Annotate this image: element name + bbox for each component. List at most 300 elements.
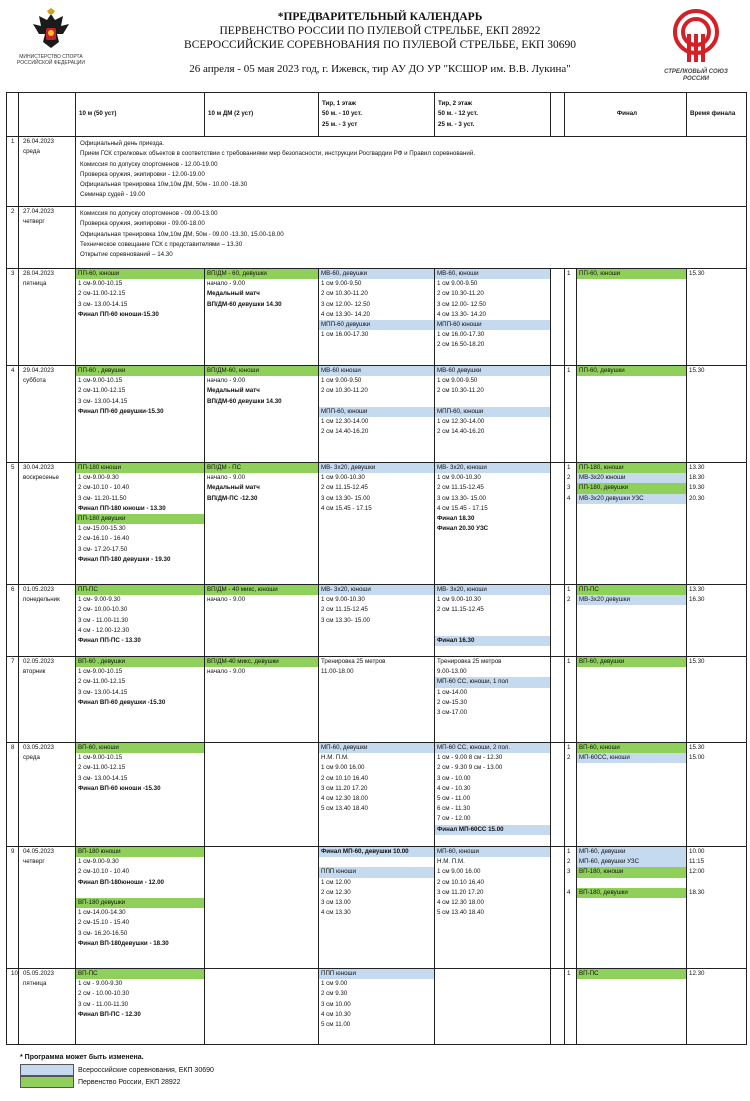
final-number-cell (565, 366, 577, 463)
info-line: Прием ГСК стрелковых объектов в соответствии с требованиями мер безопасности, инструкции Росгвардии РФ и Правил соревнований. (80, 150, 476, 158)
row-number: 5 (11, 464, 15, 471)
cell-floor2-line: 1 см - 9.00 8 см - 12.30 (437, 754, 503, 762)
cell-floor1-line: 4 см 13.30- 14.20 (321, 310, 370, 318)
cell-10m-dm-line: Медальный матч (207, 290, 260, 298)
cell-floor1-line: 1 см 12.00 (321, 878, 351, 886)
cell-10m-dm-line: ВП/ДМ - 60, девушки (205, 269, 318, 279)
cell-floor2-line: МВ- 3х20, юноши (435, 463, 550, 473)
final-event: МП-60, девушки УЗС (577, 857, 686, 867)
cell-floor2-line: 1 см 16.00-17.30 (437, 331, 485, 339)
info-cell (76, 207, 747, 269)
cell-10m-dm (205, 847, 319, 969)
cell-floor1 (319, 743, 435, 847)
cell-10m-line: Финал ПП-ПС - 13.30 (78, 636, 141, 644)
competition-title: ВСЕРОССИЙСКИЕ СОРЕВНОВАНИЯ ПО ПУЛЕВОЙ СТРЕЛЬБЕ, ЕКП 30690 (184, 39, 576, 51)
row-date-cell (19, 847, 76, 969)
cell-floor2-line: МПП-60 юноши (435, 320, 550, 330)
header-spacer (551, 93, 565, 137)
cell-floor1-line: 2 см 12.30 (321, 888, 351, 896)
final-time-cell (687, 743, 747, 847)
cell-10m-line: 1 см-9.00-10.15 (78, 280, 123, 288)
cell-floor1-line: 5 см 13.40 18.40 (321, 805, 368, 813)
cell-floor1-line: 4 см 15.45 - 17.15 (321, 504, 372, 512)
row-weekday: вторник (23, 668, 46, 676)
row-weekday: пятница (23, 280, 47, 288)
spacer-cell (551, 269, 565, 366)
cell-floor2-line: 2 см 14.40-16.20 (437, 428, 485, 436)
final-time-cell (687, 585, 747, 657)
cell-floor1-line: 3 см 13.00 (321, 898, 351, 906)
final-number: 2 (567, 858, 571, 866)
cell-10m-line: ВП-ПС (76, 969, 204, 979)
row-weekday: пятница (23, 980, 47, 988)
row-number: 2 (11, 208, 15, 215)
cell-10m-dm-line: ВП/ДМ-ПС -12.30 (207, 494, 258, 502)
final-time-cell (687, 657, 747, 743)
cell-10m-line: ВП-60 , девушки (76, 657, 204, 667)
row-index (7, 137, 19, 207)
cell-10m-line: ПП-60 , девушки (76, 366, 204, 376)
cell-10m-line: Финал ВП-ПС - 12.30 (78, 1010, 141, 1018)
cell-10m-line: 2 см- 10.00-10.30 (78, 606, 128, 614)
cell-10m-line: 1 см-15.00-15.30 (78, 525, 126, 533)
row-index (7, 847, 19, 969)
header-10m: 10 м (50 уст) (76, 93, 205, 137)
cell-floor2-line: Финал 16.30 (435, 636, 550, 646)
legend-row-green (20, 1076, 214, 1088)
final-number: 3 (567, 868, 571, 876)
eagle-emblem-icon (29, 8, 73, 54)
target-logo-icon (671, 8, 721, 64)
final-time: 19.30 (689, 484, 705, 492)
cell-10m-dm-line: ВП/ДМ - 40 микс, юноши (205, 585, 318, 595)
cell-floor1-line: 1 см 9.00-10.30 (321, 474, 365, 482)
cell-10m-line: ПП-ПС (76, 585, 204, 595)
header-range-floor1 (319, 93, 435, 137)
date-location: 26 апреля - 05 мая 2023 год, г. Ижевск, тир АУ ДО УР "КСШОР им. В.В. Лукина" (189, 63, 571, 75)
cell-10m-line: ВП-180 девушки (76, 898, 204, 908)
row-date-cell (19, 657, 76, 743)
final-number: 1 (567, 744, 571, 751)
final-event: ПП-180, юноши (577, 463, 686, 473)
row-number: 1 (11, 138, 15, 145)
cell-floor2 (435, 847, 551, 969)
cell-10m (76, 847, 205, 969)
cell-10m-line: Финал ПП-180 юноши - 13.30 (78, 504, 166, 512)
cell-10m-dm (205, 366, 319, 463)
cell-floor2-line: Н.М. П.М. (437, 858, 465, 866)
final-event: МВ-3х20 девушки УЗС (577, 494, 686, 504)
table-row (7, 269, 747, 366)
row-index (7, 743, 19, 847)
cell-10m-line: Финал ПП-180 девушки - 19.30 (78, 555, 171, 563)
cell-floor1-line: 3 см 10.00 (321, 1000, 351, 1008)
table-row (7, 657, 747, 743)
info-line: Официальная тренировка 10м,10м ДМ, 50м - 09.00 -13.30, 15.00-18.00 (80, 230, 284, 238)
row-date-cell (19, 137, 76, 207)
cell-floor2-line: 4 см - 10.30 (437, 784, 471, 792)
cell-10m-dm-line: ВП/ДМ-60 девушки 14.30 (207, 397, 282, 405)
final-number-cell (565, 585, 577, 657)
cell-10m-line: ПП-180 девушки (76, 514, 204, 524)
cell-10m-dm-line: Медальный матч (207, 484, 260, 492)
row-date: 05.05.2023 (23, 970, 54, 977)
cell-10m-line: ПП-180 юноши (76, 463, 204, 473)
row-index (7, 366, 19, 463)
cell-10m-line: Финал ВП-180девушки - 18.30 (78, 939, 169, 947)
final-time-cell (687, 366, 747, 463)
cell-10m-line: 2 см-16.10 - 16.40 (78, 535, 130, 543)
cell-10m-line (76, 888, 204, 898)
final-event: ПП-ПС (577, 585, 686, 595)
cell-floor2-line: 2 см-15.30 (437, 698, 468, 706)
cell-10m-line: 2 см-11.00-12.15 (78, 387, 126, 395)
cell-floor2-line: 1 см 9.00-10.30 (437, 596, 481, 604)
cell-10m-dm-line: ВП/ДМ-40 микс, девушки (205, 657, 318, 667)
header-final: Финал (565, 93, 687, 137)
cell-floor2-line: 6 см - 11.30 (437, 805, 471, 813)
final-number: 1 (567, 464, 571, 471)
cell-10m-line: 3 см- 17.20-17.50 (78, 545, 128, 553)
spacer-cell (551, 743, 565, 847)
cell-10m-line: 3 см- 13.00-14.15 (78, 300, 128, 308)
final-event-cell (577, 969, 687, 1045)
spacer-cell (551, 366, 565, 463)
final-number: 3 (567, 484, 571, 492)
header-floor2-line1: Тир, 2 этаж (438, 100, 472, 108)
cell-floor2-line (435, 626, 550, 636)
row-date: 30.04.2023 (23, 464, 54, 471)
cell-10m (76, 269, 205, 366)
legend-swatch-green (20, 1076, 74, 1088)
cell-10m (76, 743, 205, 847)
cell-10m-line: 3 см- 13.00-14.15 (78, 688, 128, 696)
final-number: 1 (567, 586, 571, 593)
cell-floor2-line: 4 см 15.45 - 17.15 (437, 504, 488, 512)
final-time: 15.30 (689, 367, 705, 374)
final-number: 2 (567, 754, 571, 762)
final-time-cell (687, 269, 747, 366)
final-time (687, 878, 746, 888)
final-number: 2 (567, 474, 571, 482)
cell-floor1-line (319, 397, 434, 407)
cell-floor2-line: 1 см 9.00-9.50 (437, 280, 478, 288)
final-time: 15.30 (689, 744, 705, 751)
cell-floor2-line: 2 см 10.10 16.40 (437, 878, 484, 886)
shooting-union-logo (648, 8, 744, 88)
cell-floor1-line: МВ-60 юноши (319, 366, 434, 376)
row-date-cell (19, 585, 76, 657)
table-row (7, 137, 747, 207)
row-index (7, 463, 19, 585)
final-number: 2 (567, 596, 571, 604)
cell-10m-line: Финал ВП-60 девушки -15.30 (78, 698, 166, 706)
legend-label-green: Первенство России, ЕКП 28922 (78, 1078, 181, 1086)
cell-floor2-line: 3 см 11.20 17.20 (437, 888, 484, 896)
row-index (7, 207, 19, 269)
cell-10m-line: 3 см - 11.00-11.30 (78, 1000, 129, 1008)
final-time: 11:15 (689, 858, 705, 866)
final-time: 16.30 (689, 596, 705, 604)
cell-floor1 (319, 657, 435, 743)
final-number-cell (565, 847, 577, 969)
cell-10m-dm (205, 463, 319, 585)
row-date: 01.05.2023 (23, 586, 54, 593)
cell-floor1-line: МВ- 3х20, юноши (319, 585, 434, 595)
row-number: 3 (11, 270, 15, 277)
cell-floor2-line: МПП-60, юноши (435, 407, 550, 417)
ministry-logo (6, 8, 96, 88)
document-header (0, 0, 750, 92)
cell-floor2-line: 7 см - 12.00 (437, 815, 471, 823)
cell-floor2-line: 1 см-14.00 (437, 688, 468, 696)
cell-10m-line: 2 см-11.00-12.15 (78, 290, 126, 298)
row-index (7, 585, 19, 657)
row-date: 04.05.2023 (23, 848, 54, 855)
cell-10m (76, 657, 205, 743)
cell-10m-line: 3 см- 11.20-11.50 (78, 494, 127, 502)
spacer-cell (551, 657, 565, 743)
cell-10m-line: 1 см- 9.00-9.30 (78, 596, 121, 604)
cell-floor2-line: МВ- 3х20, юноши (435, 585, 550, 595)
final-number-cell (565, 969, 577, 1045)
final-event-cell (577, 743, 687, 847)
info-line: Комиссия по допуску спортсменов - 09.00-13.00 (80, 210, 218, 217)
final-time-cell (687, 463, 747, 585)
final-event (577, 878, 686, 888)
row-index (7, 969, 19, 1045)
cell-floor1-line: 4 см 10.30 (321, 1010, 351, 1018)
cell-floor1-line: МВ-60, девушки (319, 269, 434, 279)
cell-10m-dm-line: ВП/ДМ - ПС (205, 463, 318, 473)
final-time: 18.30 (689, 888, 705, 896)
cell-floor2-line: 5 см 13.40 18.40 (437, 909, 484, 917)
cell-floor2-line: МП-60 СС, юноши, 1 пол (435, 677, 550, 687)
row-weekday: воскресенье (23, 474, 59, 482)
cell-10m-line: Финал ПП-60 девушки-15.30 (78, 407, 164, 415)
cell-10m-line: ВП-180 юноши (76, 847, 204, 857)
cell-10m-line: 4 см - 12.00-12.30 (78, 626, 130, 634)
cell-10m-line: ВП-60, юноши (76, 743, 204, 753)
spacer-cell (551, 463, 565, 585)
cell-floor2-line: МВ-60 девушки (435, 366, 550, 376)
cell-floor2-line: Финал МП-60СС 15.00 (435, 825, 550, 835)
row-date: 02.05.2023 (23, 658, 54, 665)
info-line: Официальный день приезда. (80, 140, 165, 147)
final-event: ПП-60, девушки (577, 366, 686, 376)
cell-floor2-line: Финал 18.30 (437, 514, 475, 522)
cell-floor1-line: Финал МП-60, девушки 10.00 (319, 847, 434, 857)
final-number: 1 (567, 658, 571, 665)
cell-floor1-line (319, 857, 434, 867)
cell-floor1 (319, 847, 435, 969)
final-number: 4 (567, 888, 571, 896)
row-number: 8 (11, 744, 15, 751)
final-number (565, 878, 576, 888)
final-event: ВП-60, юноши (577, 743, 686, 753)
cell-10m-line: 1 см-9.00-10.15 (78, 754, 123, 762)
row-number: 7 (11, 658, 15, 665)
cell-floor2-line (435, 397, 550, 407)
final-time: 10.00 (689, 848, 705, 855)
cell-10m-dm (205, 269, 319, 366)
cell-10m-line: 1 см-9.00-9.30 (78, 474, 119, 482)
cell-floor1-line: 2 см 10.30-11.20 (321, 387, 368, 395)
cell-floor2-line: 4 см 12.30 18.00 (437, 898, 484, 906)
cell-10m-line: 1 см-14.00-14.30 (78, 909, 126, 917)
cell-10m-line: 3 см- 13.00-14.15 (78, 774, 128, 782)
cell-floor2-line: 5 см - 11.00 (437, 794, 471, 802)
final-event: МВ-3х20 юноши (577, 473, 686, 483)
cell-floor1-line: 2 см 10.10 16.40 (321, 774, 368, 782)
cell-floor1 (319, 269, 435, 366)
cell-floor2-line: Финал 20.30 УЗС (437, 525, 489, 533)
page-title: *ПРЕДВАРИТЕЛЬНЫЙ КАЛЕНДАРЬ (277, 11, 483, 23)
cell-10m-line: 1 см-9.00-10.15 (78, 668, 123, 676)
header-floor1-line3: 25 м. - 3 уст (322, 120, 358, 128)
final-time: 15.30 (689, 270, 705, 277)
cell-floor1-line: 2 см 11.15-12.45 (321, 606, 368, 614)
cell-floor1-line: 2 см 14.40-16.20 (321, 428, 369, 436)
row-weekday: четверг (23, 218, 45, 226)
cell-floor2 (435, 269, 551, 366)
cell-floor1-line: 3 см 11.20 17.20 (321, 784, 368, 792)
cell-floor1-line: МП-60, девушки (319, 743, 434, 753)
cell-10m-line: 1 см-9.00-9.30 (78, 858, 119, 866)
cell-10m-dm (205, 585, 319, 657)
final-number: 1 (567, 367, 571, 374)
cell-floor2-line (435, 616, 550, 626)
final-event-cell (577, 463, 687, 585)
row-date-cell (19, 207, 76, 269)
cell-10m-line: Финал ВП-180юноши - 12.00 (78, 878, 164, 886)
cell-floor1-line: 1 см 16.00-17.30 (321, 331, 369, 339)
cell-10m-dm (205, 743, 319, 847)
cell-10m-dm-line: Медальный матч (207, 387, 260, 395)
info-line: Проверка оружия, экипировки - 09.00-18.00 (80, 220, 205, 228)
cell-floor2-line: 2 см - 9.30 9 см - 13.00 (437, 764, 503, 772)
info-line: Открытие соревнований – 14.30 (80, 251, 173, 259)
cell-10m-line: Финал ВП-60 юноши -15.30 (78, 784, 161, 792)
legend-label-blue: Всероссийские соревнования, ЕКП 30690 (78, 1066, 214, 1074)
cell-floor1-line: 4 см 12.30 18.00 (321, 794, 368, 802)
union-caption-2: РОССИИ (683, 76, 709, 82)
cell-floor1-line: ППП юноши (319, 969, 434, 979)
cell-floor1 (319, 463, 435, 585)
cell-10m-line: 2 см-10.10 - 10.40 (78, 484, 130, 492)
cell-floor1-line: 1 см 9.00-9.50 (321, 377, 362, 385)
cell-floor1-line: 1 см 9.00-10.30 (321, 596, 365, 604)
cell-10m-line: 2 см-11.00-12.15 (78, 764, 126, 772)
final-number: 1 (567, 270, 571, 277)
table-row (7, 366, 747, 463)
header-date (19, 93, 76, 137)
row-date: 29.04.2023 (23, 367, 54, 374)
row-number: 10 (11, 970, 18, 977)
final-event-cell (577, 366, 687, 463)
cell-floor2-line: МП-60, юноши (435, 847, 550, 857)
cell-10m-dm-line: ВП/ДМ-60 девушки 14.30 (207, 300, 282, 308)
spacer-cell (551, 847, 565, 969)
row-number: 4 (11, 367, 15, 374)
header-10m-dm: 10 м ДМ (2 уст) (205, 93, 319, 137)
cell-10m-line: 2 см-11.00-12.15 (78, 678, 126, 686)
final-time: 13.30 (689, 464, 705, 471)
cell-floor2 (435, 366, 551, 463)
row-date: 03.05.2023 (23, 744, 54, 751)
final-number: 1 (567, 848, 571, 855)
cell-10m-dm-line: ВП/ДМ-60, юноши (205, 366, 318, 376)
table-row (7, 585, 747, 657)
cell-floor2-line: 1 см 12.30-14.00 (437, 417, 485, 425)
title-block (120, 10, 640, 76)
cell-floor2 (435, 585, 551, 657)
cell-floor1 (319, 585, 435, 657)
union-caption-1: СТРЕЛКОВЫЙ СОЮЗ (664, 69, 728, 75)
cell-10m-dm (205, 657, 319, 743)
final-time-cell (687, 969, 747, 1045)
info-cell (76, 137, 747, 207)
final-time: 12.30 (689, 970, 705, 977)
final-event: ПП-60, юноши (577, 269, 686, 279)
final-event: МВ-3х20 девушки (577, 595, 686, 605)
final-number-cell (565, 743, 577, 847)
cell-10m-line: 3 см- 16.20-16.50 (78, 929, 128, 937)
cell-floor1-line: МПП-60, юноши (319, 407, 434, 417)
cell-floor1-line: Н.М. П.М. (321, 754, 349, 762)
row-date: 28.04.2023 (23, 270, 54, 277)
header-range-floor2 (435, 93, 551, 137)
final-number: 4 (567, 494, 571, 502)
cell-10m-line: 3 см - 11.00-11.30 (78, 616, 129, 624)
cell-floor2-line: 2 см 10.30-11.20 (437, 290, 484, 298)
cell-10m-dm-line: начало - 9.00 (207, 668, 246, 676)
cell-10m (76, 463, 205, 585)
final-number-cell (565, 463, 577, 585)
final-event: ВП-60, девушки (577, 657, 686, 667)
row-date-cell (19, 743, 76, 847)
final-event-cell (577, 269, 687, 366)
cell-10m-line: 3 см- 13.00-14.15 (78, 397, 128, 405)
cell-floor2-line: 3 см 12.00- 12.50 (437, 300, 486, 308)
final-event: ВП-ПС (577, 969, 686, 979)
final-event-cell (577, 585, 687, 657)
row-number: 6 (11, 586, 15, 593)
cell-floor2-line: МП-60 СС, юноши, 2 пол. (435, 743, 550, 753)
cell-floor2-line: 2 см 16.50-18.20 (437, 341, 485, 349)
cell-floor1 (319, 366, 435, 463)
cell-10m-dm-line: начало - 9.00 (207, 596, 246, 604)
cell-floor2-line: 1 см 9.00-9.50 (437, 377, 478, 385)
cell-floor2-line: 2 см 10.30-11.20 (437, 387, 484, 395)
final-event: МП-60, девушки (577, 847, 686, 857)
cell-floor2-line: МВ-60, юноши (435, 269, 550, 279)
final-number-cell (565, 269, 577, 366)
info-line: Проверка оружия, экипировки - 12.00-19.00 (80, 170, 205, 178)
cell-10m (76, 585, 205, 657)
header-index (7, 93, 19, 137)
cell-10m-dm (205, 969, 319, 1045)
cell-floor1-line: МВ- 3х20, девушки (319, 463, 434, 473)
table-row (7, 743, 747, 847)
cell-10m-line: 2 см - 10.00-10.30 (78, 990, 130, 998)
final-event: ВП-180, юноши (577, 867, 686, 877)
cell-10m-dm-line: начало - 9.00 (207, 474, 246, 482)
championship-title: ПЕРВЕНСТВО РОССИИ ПО ПУЛЕВОЙ СТРЕЛЬБЕ, ЕКП 28922 (219, 25, 541, 37)
final-time: 13.30 (689, 586, 705, 593)
cell-10m-dm-line: начало - 9.00 (207, 280, 246, 288)
spacer-cell (551, 969, 565, 1045)
